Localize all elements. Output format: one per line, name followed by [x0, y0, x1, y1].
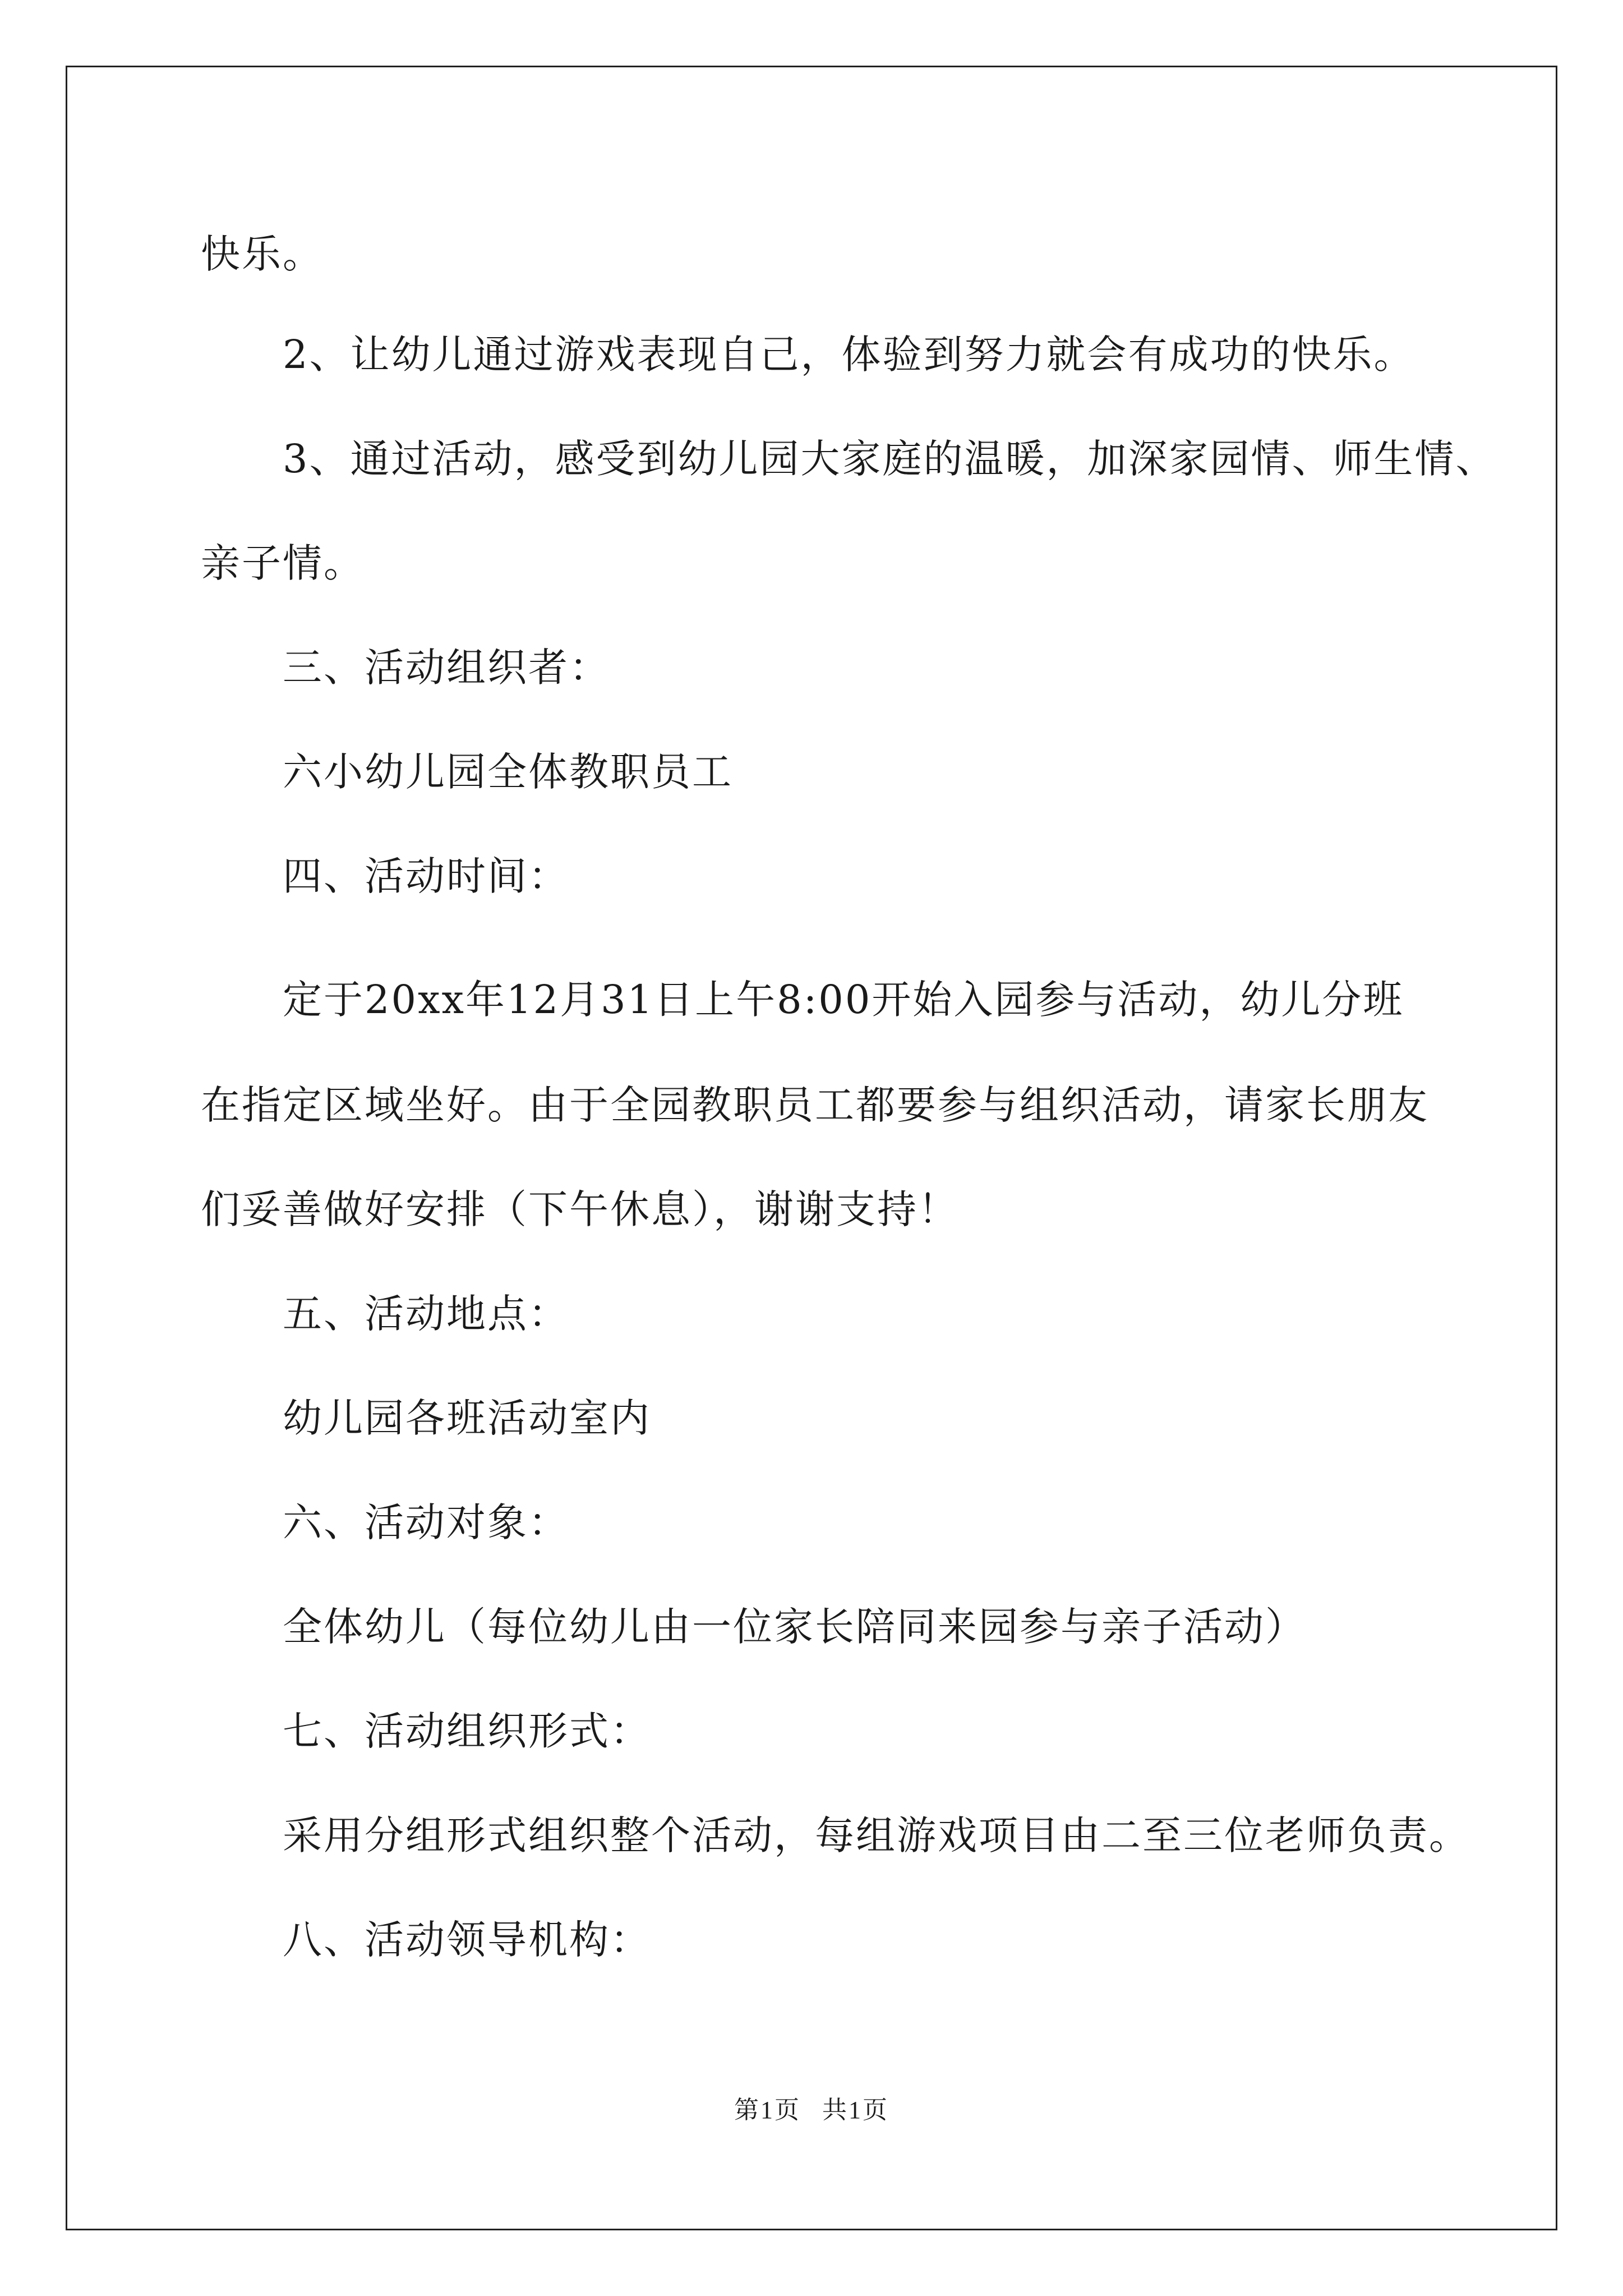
paragraph-line: 幼儿园各班活动室内: [283, 1395, 651, 1441]
paragraph-line: 全体幼儿（每位幼儿由一位家长陪同来园参与亲子活动）: [283, 1604, 1306, 1650]
section-heading: 四、活动时间：: [283, 853, 569, 899]
page-frame: [66, 66, 1557, 2230]
paragraph-line: 定于20xx年12月31日上午8:00开始入园参与活动，幼儿分班: [283, 977, 1404, 1023]
section-heading: 七、活动组织形式：: [283, 1708, 651, 1754]
paragraph-line: 快乐。: [201, 231, 324, 277]
page-number-current: 第1页: [734, 2096, 801, 2124]
paragraph-line: 3、通过活动，感受到幼儿园大家庭的温暖，加深家园情、师生情、: [283, 436, 1497, 482]
paragraph-line: 在指定区域坐好。由于全园教职员工都要参与组织活动，请家长朋友: [201, 1082, 1429, 1128]
paragraph-line: 六小幼儿园全体教职员工: [283, 749, 733, 795]
paragraph-line: 们妥善做好安排（下午休息），谢谢支持！: [201, 1186, 959, 1232]
section-heading: 六、活动对象：: [283, 1499, 569, 1545]
paragraph-line: 采用分组形式组织整个活动，每组游戏项目由二至三位老师负责。: [283, 1812, 1470, 1858]
section-heading: 三、活动组织者：: [283, 645, 610, 691]
paragraph-line: 亲子情。: [201, 540, 365, 586]
document-body: [67, 67, 1556, 2229]
page-number-total: 共1页: [822, 2096, 889, 2124]
paragraph-line: 2、让幼儿通过游戏表现自己，体验到努力就会有成功的快乐。: [283, 332, 1415, 378]
section-heading: 五、活动地点：: [283, 1291, 569, 1337]
section-heading: 八、活动领导机构：: [283, 1917, 651, 1963]
page-footer: [67, 2090, 1556, 2125]
